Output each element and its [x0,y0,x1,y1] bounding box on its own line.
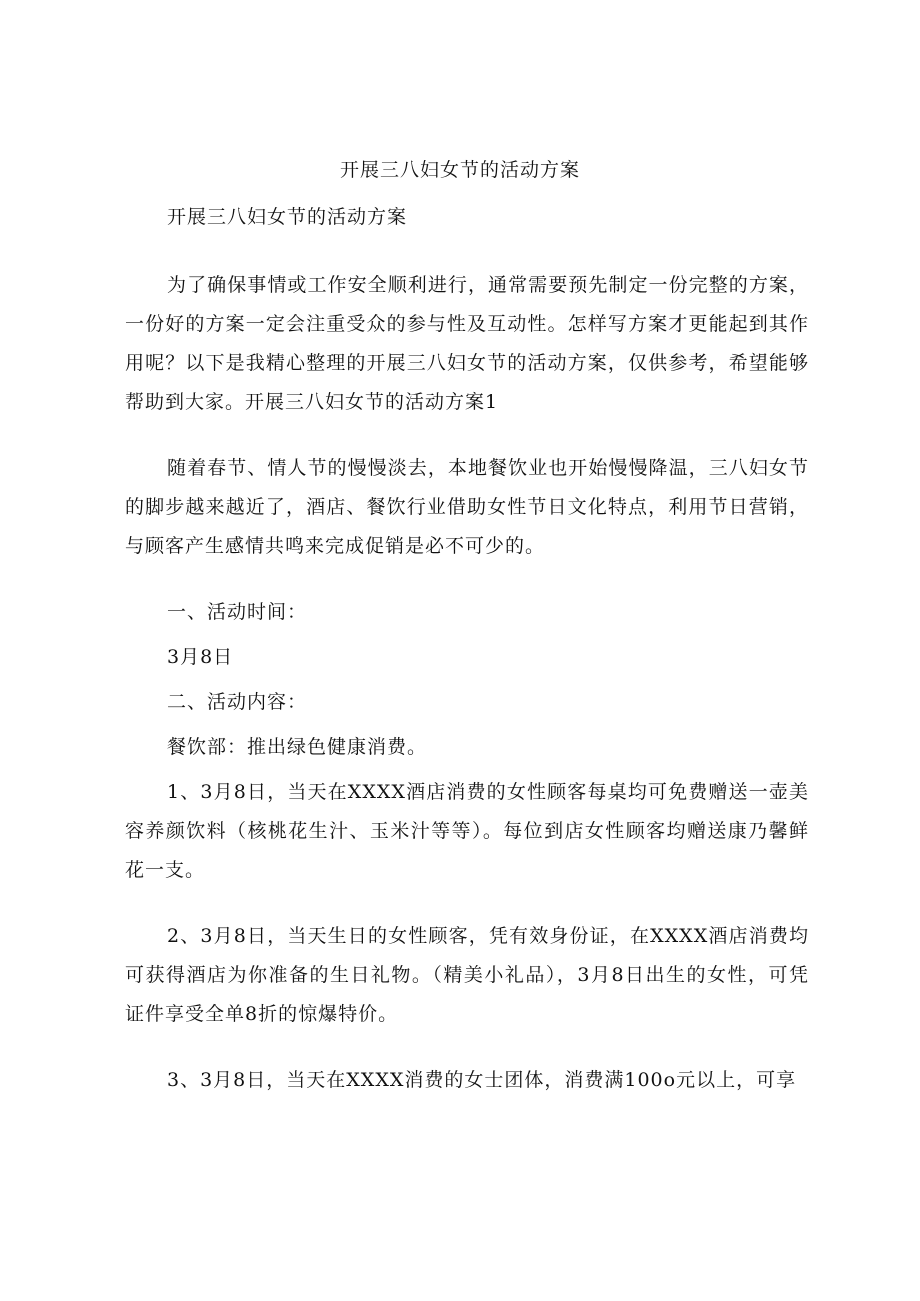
document-title: 开展三八妇女节的活动方案 [339,159,580,181]
paragraph-subtitle: 开展三八妇女节的活动方案 [167,206,408,228]
paragraph-dining-department: 餐饮部：推出绿色健康消费。 [167,736,428,758]
paragraph-item-2: 2、3月8日，当天生日的女性顾客，凭有效身份证，在XXXX酒店消费均可获得酒店为你准备的生日礼物。（精美小礼品），3月8日出生的女性，可凭证件享受全单8折的惊爆特价。 [125,925,809,1025]
paragraph-intro: 为了确保事情或工作安全顺利进行，通常需要预先制定一份完整的方案，一份好的方案一定会注重受众的参与性及互动性。怎样写方案才更能起到其作用呢？以下是我精心整理的开展三八妇女节的活动方案，仅供参考，希望能够帮助到大家。开展三八妇女节的活动方案1 [125,274,809,413]
document-body [125,198,809,1100]
paragraph-activity-date: 3月8日 [167,646,234,668]
heading-activity-time: 一、活动时间： [167,601,308,623]
paragraph-item-3: 3、3月8日，当天在XXXX消费的女士团体，消费满100o元以上，可享 [167,1069,797,1091]
heading-activity-content: 二、活动内容： [167,691,308,713]
paragraph-item-1: 1、3月8日，当天在XXXX酒店消费的女性顾客每桌均可免费赠送一壶美容养颜饮料（核桃花生汁、玉米汁等等）。每位到店女性顾客均赠送康乃馨鲜花一支。 [125,781,809,881]
paragraph-background: 随着春节、情人节的慢慢淡去，本地餐饮业也开始慢慢降温，三八妇女节的脚步越来越近了，酒店、餐饮行业借助女性节日文化特点，利用节日营销，与顾客产生感情共鸣来完成促销是必不可少的。 [125,457,809,557]
